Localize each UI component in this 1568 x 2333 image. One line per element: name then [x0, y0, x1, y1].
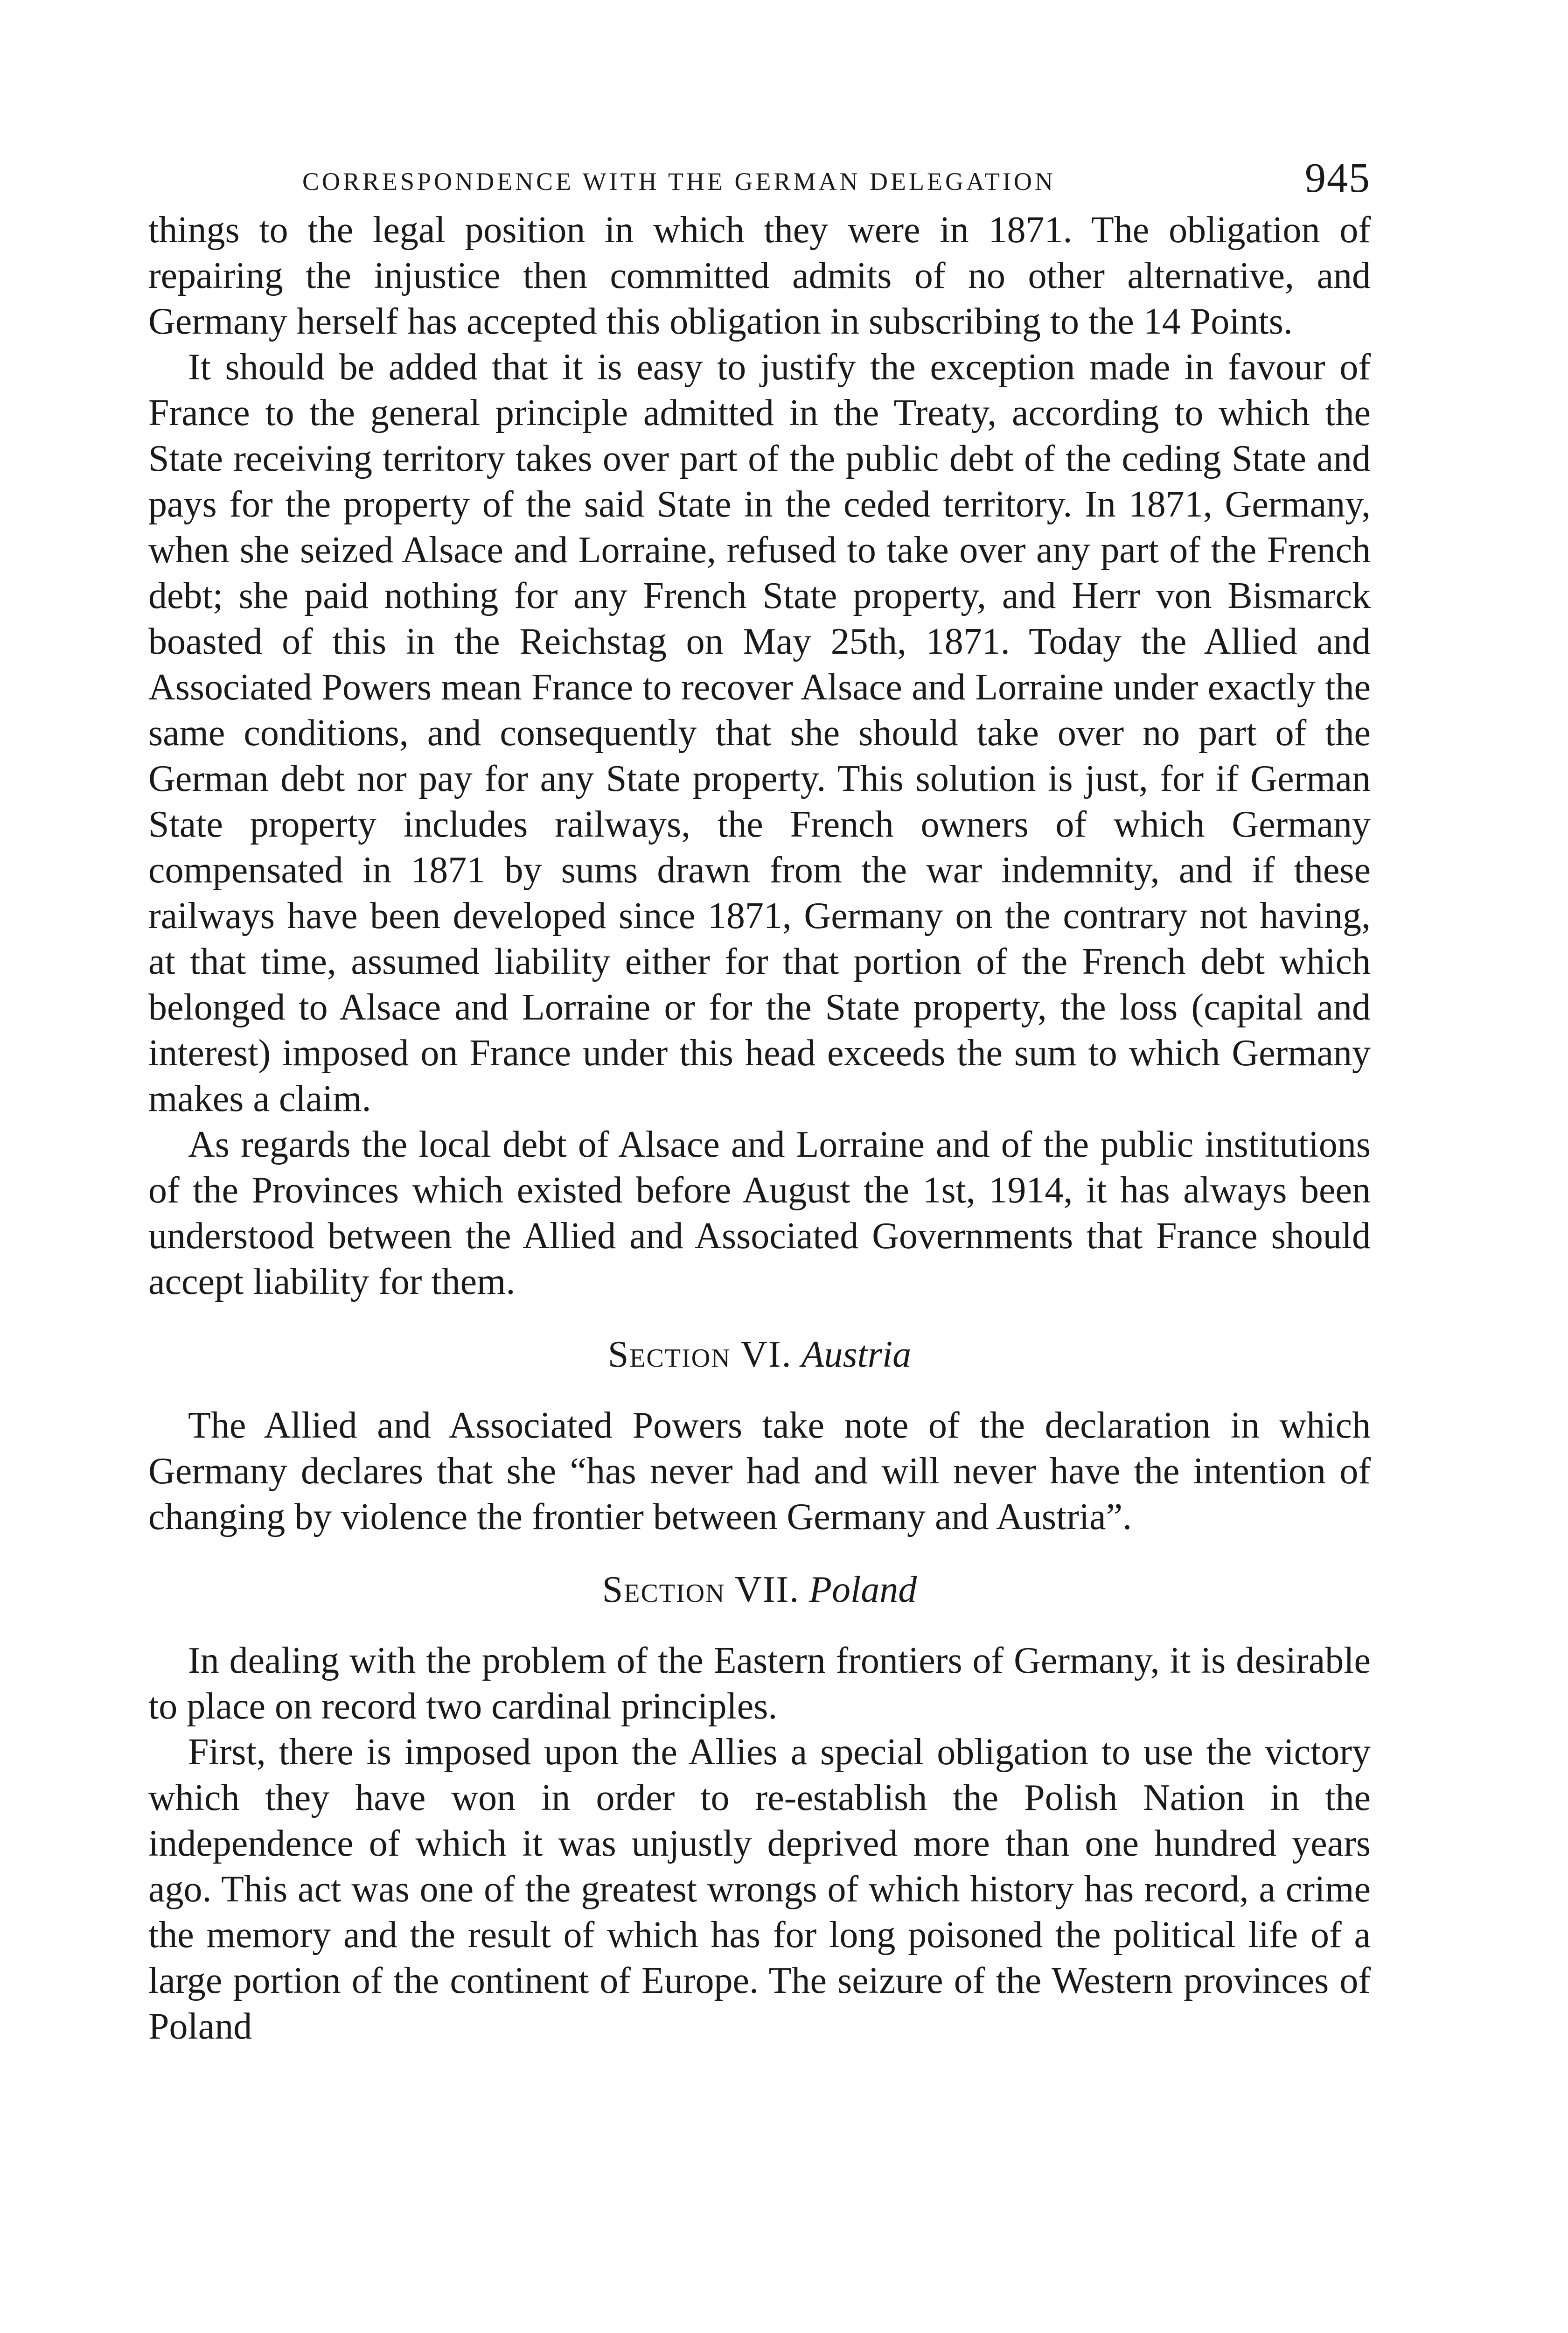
running-head	[148, 154, 1371, 205]
body-text	[148, 207, 1371, 2049]
paragraph-local-debt: As regards the local debt of Alsace and Lorraine and of the public institutions of the Provinces which existed before August the 1st, 1914, it has always been understood between the Allied and Associated Governments that France should accept liability for them.	[148, 1124, 1371, 1302]
section-name: Austria	[801, 1334, 912, 1375]
paragraph-france-exception: It should be added that it is easy to justify the exception made in favour of France to the general principle admitted in the Treaty, according to which the State receiving territory takes over part of the public debt of the ceding State and pays for the property of the said State in the ceded territory. In 1871, Germany, when she seized Alsace and Lorraine, refused to take over any part of the French debt; she paid nothing for any French State property, and Herr von Bismarck boasted of this in the Reichstag on May 25th, 1871. Today the Allied and Associated Powers mean France to recover Alsace and Lorraine under exactly the same conditions, and consequently that she should take over no part of the German debt nor pay for any State property. This solution is just, for if German State property includes railways, the French owners of which Germany compensated in 1871 by sums drawn from the war indemnity, and if these railways have been developed since 1871, Germany on the contrary not having, at that time, assumed liability either for that portion of the French debt which belonged to Alsace and Lorraine or for the State property, the loss (capital and interest) imposed on France under this head exceeds the sum to which Germany makes a claim.	[148, 347, 1371, 1119]
section-label: Section VI.	[607, 1334, 792, 1375]
document-page	[148, 154, 1371, 2049]
section-heading-poland	[148, 1567, 1371, 1613]
section-name: Poland	[809, 1569, 917, 1610]
paragraph-poland-first: First, there is imposed upon the Allies a special obligation to use the victory which they have won in order to re-establish the Polish Nation in the independence of which it was unjustly deprived more than one hundred years ago. This act was one of the greatest wrongs of which history has record, a crime the memory and the result of which has for long poisoned the political life of a large portion of the continent of Europe. The seizure of the Western provinces of Poland	[148, 1732, 1371, 2047]
paragraph-austria: The Allied and Associated Powers take note of the declaration in which Germany declares that she “has never had and will never have the intention of changing by violence the frontier between Germany and Austria”.	[148, 1405, 1371, 1537]
paragraph-poland-principles: In dealing with the problem of the Eastern frontiers of Germany, it is desirable to place on record two cardinal principles.	[148, 1640, 1371, 1727]
paragraph-continuation: things to the legal position in which they were in 1871. The obligation of repairing the injustice then committed admits of no other alternative, and Germany herself has accepted this obligation in subscribing to the 14 Points.	[148, 210, 1371, 342]
section-heading-austria	[148, 1332, 1371, 1377]
section-label: Section VII.	[602, 1569, 800, 1610]
running-title: CORRESPONDENCE WITH THE GERMAN DELEGATION	[302, 168, 1056, 196]
page-number: 945	[1305, 155, 1371, 201]
